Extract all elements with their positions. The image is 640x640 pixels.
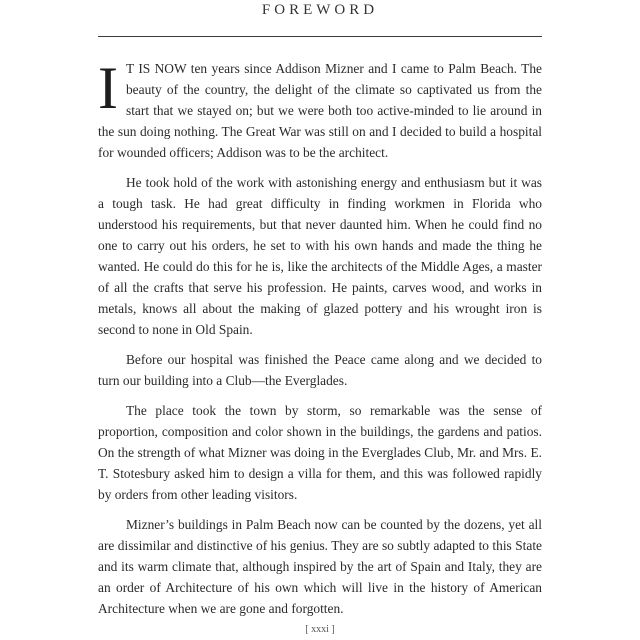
paragraph-2: He took hold of the work with astonishing energy and enthusiasm but it was a tough task. He had great difficulty in finding workmen in Florida who understood his requirements, but that never daunted him. When he could find no one to carry out his orders, he set to with his own hands and made the thing he wanted. He could do this for he is, like the architects of the Middle Ages, a master of all the crafts that serve his profession. He paints, carves wood, and works in metals, knows all about the making of glazed pottery and his wrought iron is second to none in Old Spain.: [98, 175, 542, 337]
paragraph-5: Mizner’s buildings in Palm Beach now can be counted by the dozens, yet all are dissimilar and distinctive of his genius. They are so subtly adapted to this State and its warm climate that, although inspired by the art of Spain and Italy, they are an order of Architecture of his own which will live in the history of American Architecture when we are gone and forgotten.: [98, 517, 542, 616]
paragraph-1: [98, 55, 542, 163]
body-text: [98, 55, 542, 628]
page-number: [ xxxi ]: [305, 624, 335, 635]
paragraph-3: Before our hospital was finished the Peace came along and we decided to turn our building into a Club—the Everglades.: [98, 352, 542, 388]
paragraph-4: The place took the town by storm, so remarkable was the sense of proportion, composition and color shown in the buildings, the gardens and patios. On the strength of what Mizner was doing in the Everglades Club, Mr. and Mrs. E. T. Stotesbury asked him to design a villa for them, and this was followed rapidly by orders from other leading visitors.: [98, 403, 542, 502]
page-title: FOREWORD: [261, 2, 379, 18]
drop-cap: I: [98, 55, 118, 121]
paragraph-1-text: T IS NOW ten years since Addison Mizner and I came to Palm Beach. The beauty of the country, the delight of the climate so captivated us from the start that we stayed on; but we were both too active-minded to lie around in the sun doing nothing. The Great War was still on and I decided to build a hospital for wounded officers; Addison was to be the architect.: [98, 61, 542, 160]
title-rule: [98, 36, 542, 37]
